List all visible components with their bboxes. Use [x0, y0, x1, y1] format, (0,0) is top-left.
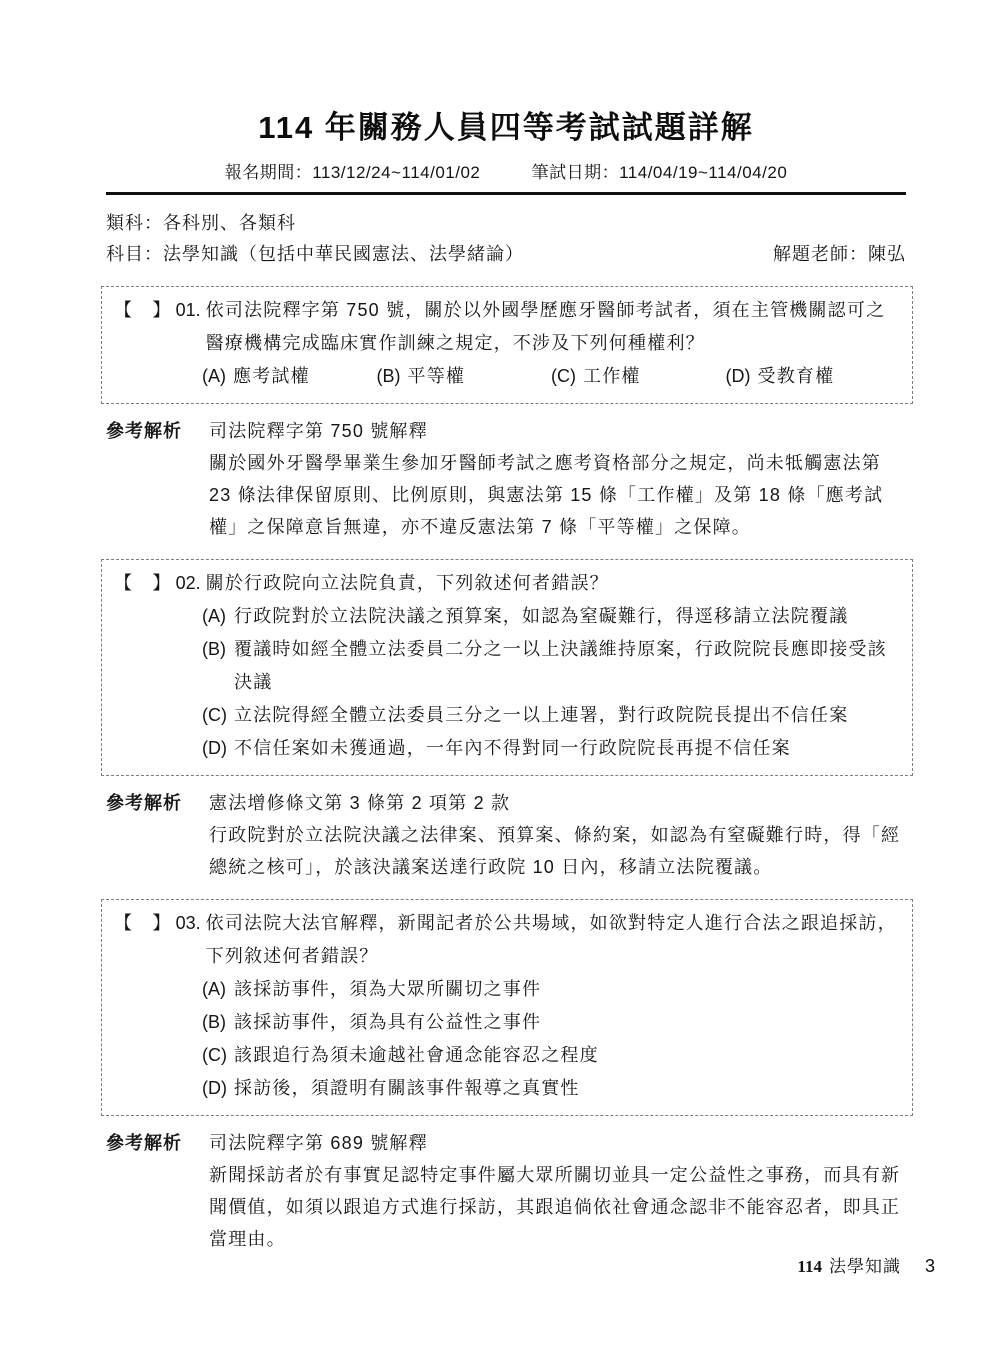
teacher-line: 解題老師：陳弘	[773, 244, 906, 264]
footer-page-number: 3	[924, 1256, 936, 1276]
option-b: (B) 平等權	[376, 366, 466, 386]
answer-bracket: 【 】	[114, 913, 172, 933]
analysis-text: 行政院對於立法院決議之法律案、預算案、條約案，如認為有窒礙難行時，得「經總統之核可」，於該決議案送達行政院 10 日內，移請立法院覆議。	[209, 825, 901, 877]
option-b: (B) 該採訪事件，須為具有公益性之事件	[202, 1012, 542, 1032]
analysis-block-3	[106, 1127, 906, 1255]
option-a: (A) 行政院對於立法院決議之預算案，如認為窒礙難行，得逕移請立法院覆議	[202, 606, 849, 626]
question-box-1	[101, 286, 913, 404]
analysis-body	[209, 415, 906, 543]
question-box-3	[101, 899, 913, 1116]
options-row	[202, 360, 900, 393]
question-number: 01.	[175, 300, 201, 320]
analysis-source: 憲法增修條文第 3 條第 2 項第 2 款	[209, 793, 511, 813]
analysis-block-1	[106, 415, 906, 543]
option-c: (C) 該跟追行為須未逾越社會通念能容忍之程度	[202, 1045, 599, 1065]
question-box-2	[101, 559, 913, 776]
option-d: (D) 受教育權	[725, 366, 835, 386]
question-stem: 依司法院大法官解釋，新聞記者於公共場域，如欲對特定人進行合法之跟追採訪，下列敘述何者錯誤？	[205, 913, 897, 966]
analysis-label: 參考解析	[106, 421, 182, 441]
analysis-label: 參考解析	[106, 793, 182, 813]
question-stem: 關於行政院向立法院負責，下列敘述何者錯誤？	[205, 573, 609, 593]
analysis-source: 司法院釋字第 689 號解釋	[209, 1133, 428, 1153]
question-number: 02.	[175, 573, 201, 593]
exam-dates-line	[106, 158, 906, 183]
options-list	[202, 600, 900, 765]
analysis-body	[209, 787, 906, 883]
analysis-text: 新聞採訪者於有事實足認特定事件屬大眾所關切並具一定公益性之事務，而具有新聞價值，如須以跟追方式進行採訪，其跟追倘依社會通念認非不能容忍者，即具正當理由。	[209, 1165, 901, 1249]
option-d: (D) 採訪後，須證明有關該事件報導之真實性	[202, 1078, 580, 1098]
exam-meta	[106, 208, 906, 270]
question-stem: 依司法院釋字第 750 號，關於以外國學歷應牙醫師考試者，須在主管機關認可之醫療機構完成臨床實作訓練之規定，不涉及下列何種權利？	[205, 300, 886, 353]
page-footer	[797, 1252, 936, 1277]
page-title: 114 年關務人員四等考試試題詳解	[258, 110, 754, 145]
analysis-source: 司法院釋字第 750 號解釋	[209, 421, 428, 441]
option-c: (C) 工作權	[551, 366, 641, 386]
written-exam-date: 筆試日期：114/04/19~114/04/20	[531, 163, 788, 182]
analysis-block-2	[106, 787, 906, 883]
footer-subject: 法學知識	[828, 1257, 901, 1276]
answer-bracket: 【 】	[114, 300, 172, 320]
analysis-body	[209, 1127, 906, 1255]
header-divider	[106, 192, 906, 195]
registration-period: 報名期間：113/12/24~114/01/02	[224, 163, 481, 182]
option-c: (C) 立法院得經全體立法委員三分之一以上連署，對行政院院長提出不信任案	[202, 705, 849, 725]
option-a: (A) 該採訪事件，須為大眾所關切之事件	[202, 979, 542, 999]
analysis-label: 參考解析	[106, 1133, 182, 1153]
options-list	[202, 973, 900, 1105]
option-b: (B) 覆議時如經全體立法委員二分之一以上決議維持原案，行政院院長應即接受該決議	[202, 639, 887, 692]
option-d: (D) 不信任案如未獲通過，一年內不得對同一行政院院長再提不信任案	[202, 738, 791, 758]
subject-line: 科目：法學知識（包括中華民國憲法、法學緒論）	[106, 244, 524, 264]
category-line: 類科：各科別、各類科	[106, 213, 296, 233]
question-number: 03.	[175, 913, 201, 933]
analysis-text: 關於國外牙醫學畢業生參加牙醫師考試之應考資格部分之規定，尚未牴觸憲法第 23 條法律保留原則、比例原則，與憲法第 15 條「工作權」及第 18 條「應考試權」之保障意旨無違，亦不違反憲法第 7 條「平等權」之保障。	[209, 453, 884, 537]
answer-bracket: 【 】	[114, 573, 172, 593]
footer-volume: 114	[797, 1257, 822, 1276]
option-a: (A) 應考試權	[202, 366, 310, 386]
